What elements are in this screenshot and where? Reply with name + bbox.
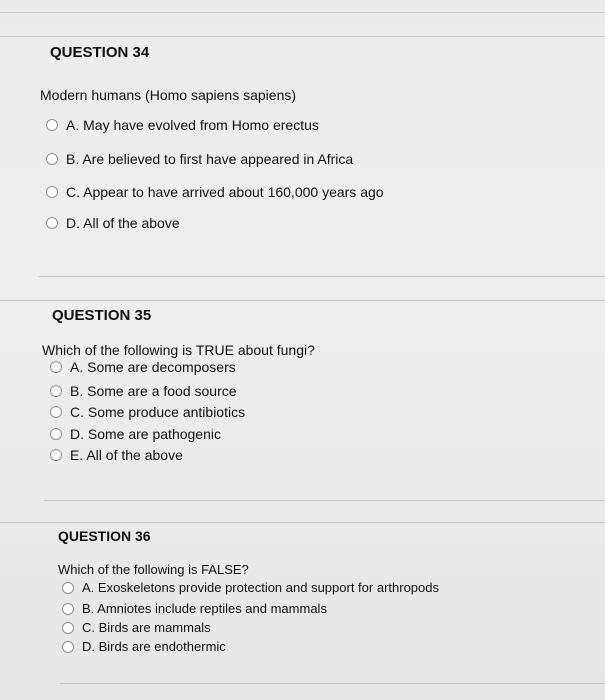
radio-icon[interactable] xyxy=(62,641,74,653)
answer-label: D. All of the above xyxy=(66,215,180,231)
radio-icon[interactable] xyxy=(50,385,62,397)
bottom-divider xyxy=(60,683,605,684)
answer-option-d[interactable] xyxy=(50,426,221,442)
question-text: Which of the following is TRUE about fungi? xyxy=(42,342,315,358)
answer-option-c[interactable] xyxy=(46,184,384,200)
answer-label: D. Birds are endothermic xyxy=(82,639,226,654)
question-title: QUESTION 36 xyxy=(58,528,151,544)
answer-label: E. All of the above xyxy=(70,447,183,463)
radio-icon[interactable] xyxy=(50,406,62,418)
answer-option-a[interactable] xyxy=(62,580,439,595)
question-divider xyxy=(44,500,605,501)
question-35 xyxy=(0,300,605,520)
radio-icon[interactable] xyxy=(46,119,58,131)
answer-option-d[interactable] xyxy=(46,215,180,231)
question-title: QUESTION 34 xyxy=(50,44,150,61)
question-text: Modern humans (Homo sapiens sapiens) xyxy=(40,87,297,103)
answer-label: A. May have evolved from Homo erectus xyxy=(66,117,319,133)
radio-icon[interactable] xyxy=(46,186,58,198)
question-36 xyxy=(0,522,605,700)
question-text: Which of the following is FALSE? xyxy=(58,562,249,577)
answer-label: C. Birds are mammals xyxy=(82,620,211,635)
answer-option-b[interactable] xyxy=(50,383,237,399)
answer-label: B. Are believed to first have appeared in Africa xyxy=(66,151,354,167)
answer-option-e[interactable] xyxy=(50,447,183,463)
radio-icon[interactable] xyxy=(50,428,62,440)
answer-option-b[interactable] xyxy=(62,601,327,616)
radio-icon[interactable] xyxy=(46,153,58,165)
radio-icon[interactable] xyxy=(50,449,62,461)
radio-icon[interactable] xyxy=(46,217,58,229)
radio-icon[interactable] xyxy=(62,622,74,634)
question-divider xyxy=(38,276,605,277)
answer-option-d[interactable] xyxy=(62,639,226,654)
answer-label: B. Some are a food source xyxy=(70,383,237,399)
answer-option-b[interactable] xyxy=(46,151,353,167)
answer-option-a[interactable] xyxy=(46,117,319,133)
answer-label: C. Appear to have arrived about 160,000 years ago xyxy=(66,184,384,200)
radio-icon[interactable] xyxy=(62,582,74,594)
answer-label: C. Some produce antibiotics xyxy=(70,404,246,420)
question-title: QUESTION 35 xyxy=(52,307,152,324)
radio-icon[interactable] xyxy=(62,603,74,615)
answer-option-a[interactable] xyxy=(50,359,236,375)
question-34 xyxy=(0,0,605,285)
answer-label: A. Exoskeletons provide protection and support for arthropods xyxy=(82,580,439,595)
answer-label: D. Some are pathogenic xyxy=(70,426,221,442)
answer-label: A. Some are decomposers xyxy=(70,359,236,375)
answer-label: B. Amniotes include reptiles and mammals xyxy=(82,601,327,616)
radio-icon[interactable] xyxy=(50,361,62,373)
answer-option-c[interactable] xyxy=(50,404,245,420)
answer-option-c[interactable] xyxy=(62,620,211,635)
